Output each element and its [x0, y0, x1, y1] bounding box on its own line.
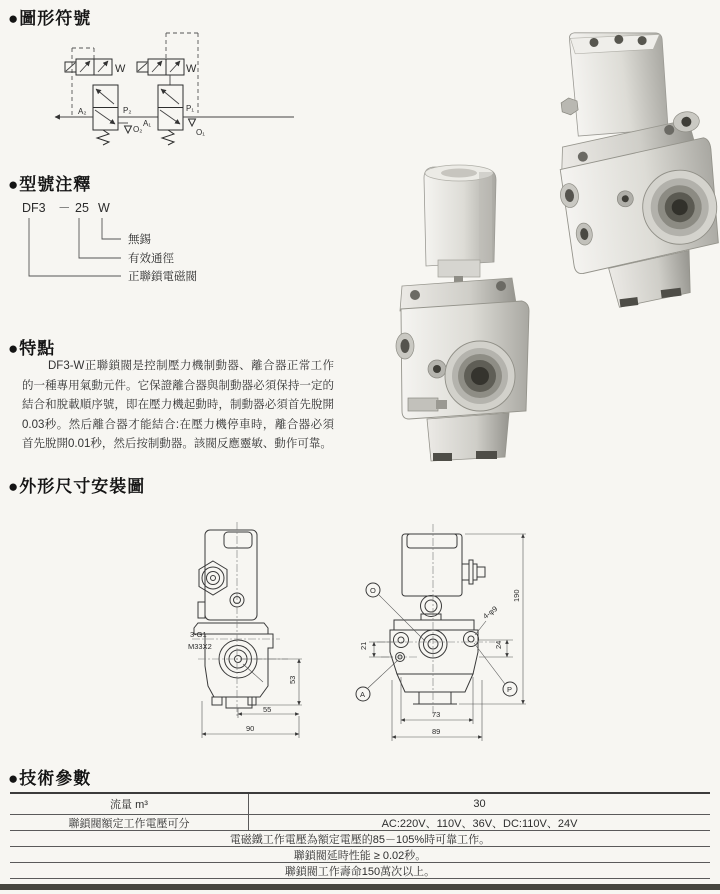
spec-table: [10, 792, 710, 879]
port-label-p: P: [507, 685, 513, 694]
thread-label-1: 3-G1: [190, 630, 207, 639]
model-size: 25: [75, 201, 89, 215]
section-heading-symbols: ●圖形符號: [8, 9, 92, 28]
dim-label-90: 90: [246, 724, 255, 733]
pilot-arrow: [170, 61, 180, 72]
dim-label-190: 190: [512, 589, 521, 602]
valve-photo-left-body: [396, 165, 529, 461]
table-row-note3: [10, 863, 710, 879]
table-row-flow: [10, 794, 710, 815]
port-label-o: O: [370, 586, 376, 595]
voltage-label: 聯鎖閥額定工作電壓可分: [10, 815, 249, 830]
flange-bolt: [496, 281, 506, 291]
flange-bolt: [410, 290, 420, 300]
valve-base: [419, 692, 451, 704]
left-drawing-dimensions: [188, 630, 302, 738]
section-heading-features: ●特點: [8, 339, 56, 358]
front-port-hole: [433, 365, 441, 373]
exhaust-triangle: [125, 126, 132, 133]
flow-arrow: [95, 110, 115, 124]
flow-arrow: [161, 89, 179, 104]
pilot-spring-symbol: W: [186, 63, 197, 75]
note3-text: 聯鎖閥工作壽命150萬次以上。: [284, 865, 436, 878]
right-drawing-dimensions: [356, 534, 526, 741]
leader-line: [368, 660, 398, 688]
table-row-voltage: [10, 815, 710, 831]
pneumatic-schematic: [36, 20, 308, 168]
top-cap: [407, 534, 457, 548]
leader-line: [475, 621, 486, 635]
side-fitting-tip: [436, 400, 447, 409]
spring-symbol: [97, 130, 109, 145]
port-label-p1: P₁: [186, 104, 195, 113]
port-label-p2: P₂: [123, 106, 132, 115]
leader-line: [379, 595, 425, 641]
pilot-arrow: [80, 61, 90, 72]
port-label-a: A: [360, 690, 366, 699]
table-row-note1: [10, 831, 710, 847]
flange-plate: [394, 620, 474, 630]
valve-photo-right-body: [541, 18, 720, 313]
side-fitting: [408, 398, 438, 411]
model-dash: －: [58, 201, 71, 215]
dim-label-24: 24: [494, 640, 503, 649]
top-cap: [224, 532, 252, 548]
base-foot: [433, 453, 452, 461]
connector-tip: [477, 567, 485, 577]
pilot-arrow: [152, 61, 162, 72]
model-code-diagram: [16, 196, 256, 296]
port-label-a2: A₂: [78, 107, 87, 116]
top-port: [421, 596, 442, 617]
valve-lower-body: [205, 634, 273, 697]
solenoid-slash: [138, 63, 147, 71]
dim-label-89: 89: [432, 727, 441, 736]
model-note-series: 正聯鎖電磁閥: [128, 271, 197, 283]
flow-arrow: [96, 89, 114, 104]
connector-plate: [462, 564, 469, 580]
port-label-o1: O₁: [196, 128, 205, 137]
section-heading-model: ●型號注釋: [8, 175, 92, 194]
table-row-note2: [10, 847, 710, 863]
valve-top-block: [402, 534, 462, 596]
top-port-hole: [425, 600, 437, 612]
mount-hole: [394, 633, 409, 648]
flow-arrow: [160, 110, 180, 124]
valve-photo-left: [384, 160, 549, 470]
section-heading-dimensions: ●外形尺寸安裝圖: [8, 477, 146, 496]
voltage-value: AC:220V、110V、36V、DC:110V、24V: [381, 817, 578, 830]
solenoid-slash: [66, 63, 75, 71]
thread-label-2: M33X2: [188, 642, 212, 651]
side-port-hole: [401, 339, 410, 353]
threaded-port-hole: [471, 367, 489, 385]
mount-hole-inner: [468, 636, 474, 642]
valve-mid-body: [390, 630, 478, 674]
section-heading-specs: ●技術參數: [8, 769, 92, 788]
foot: [212, 697, 222, 705]
leader-line-size: [79, 218, 121, 258]
valve-top-block: [205, 530, 257, 620]
base-foot: [476, 451, 497, 459]
port-label-a1: A₁: [143, 119, 152, 128]
model-suffix: W: [98, 201, 110, 215]
exhaust-triangle: [189, 119, 196, 126]
right-drawing-outline: [377, 524, 495, 714]
leader-line: [243, 664, 263, 682]
port-label-o2: O₂: [133, 125, 143, 134]
valve-photo-right: [526, 22, 718, 324]
model-series: DF3: [22, 201, 46, 215]
dim-label-4d9: 4-φ9: [481, 604, 500, 621]
leader-line-series: [29, 218, 121, 276]
side-tab: [198, 602, 205, 618]
leader-line-suffix: [102, 218, 121, 239]
schematic-right-valve: [137, 59, 294, 145]
model-note-size: 有效通徑: [128, 253, 174, 265]
flow-label: 流量 m³: [10, 794, 249, 814]
note1-text: 電磁鐵工作電壓為額定電壓的85－105%時可靠工作。: [229, 833, 491, 846]
left-drawing-outline: [192, 522, 288, 716]
pilot-arrow: [98, 61, 108, 72]
fitting-hole: [211, 576, 216, 581]
solenoid-shade: [479, 172, 492, 262]
note2-text: 聯鎖閥延時性能 ≥ 0.02秒。: [293, 849, 427, 862]
dimension-drawing-left: [148, 516, 308, 746]
solenoid-top-detail: [441, 169, 477, 178]
connector-plate: [473, 564, 477, 580]
flow-value: 30: [473, 798, 486, 810]
dim-label-53: 53: [288, 675, 297, 684]
page-bottom-rule: [0, 884, 720, 890]
pilot-spring-symbol: W: [115, 63, 126, 75]
dim-label-73: 73: [432, 710, 441, 719]
dim-label-21: 21: [359, 641, 368, 650]
valve-collar: [438, 260, 480, 277]
features-paragraph: DF3-W正聯鎖閥是控制壓力機制動器、離合器正常工作的一種專用氣動元件。它保證離合器與制動器必須保持一定的結合和脫載順序號，即在壓力機起動時，制動器必須首先脫開0.03秒。然后離合器才能結合:在壓力機停車時，離合器必須首先脫開0.01秒，然后按制動器。該閥反應靈敏、動作可靠。: [22, 360, 334, 450]
valve-lower-body: [397, 674, 473, 692]
model-note-suffix: 無錫: [128, 234, 151, 246]
connector-plate: [469, 560, 473, 584]
dim-label-55: 55: [263, 705, 272, 714]
spring-symbol: [162, 130, 174, 145]
dimension-drawing-right: [355, 514, 530, 749]
hex-fitting: [199, 561, 227, 595]
fitting-ring: [207, 572, 220, 585]
